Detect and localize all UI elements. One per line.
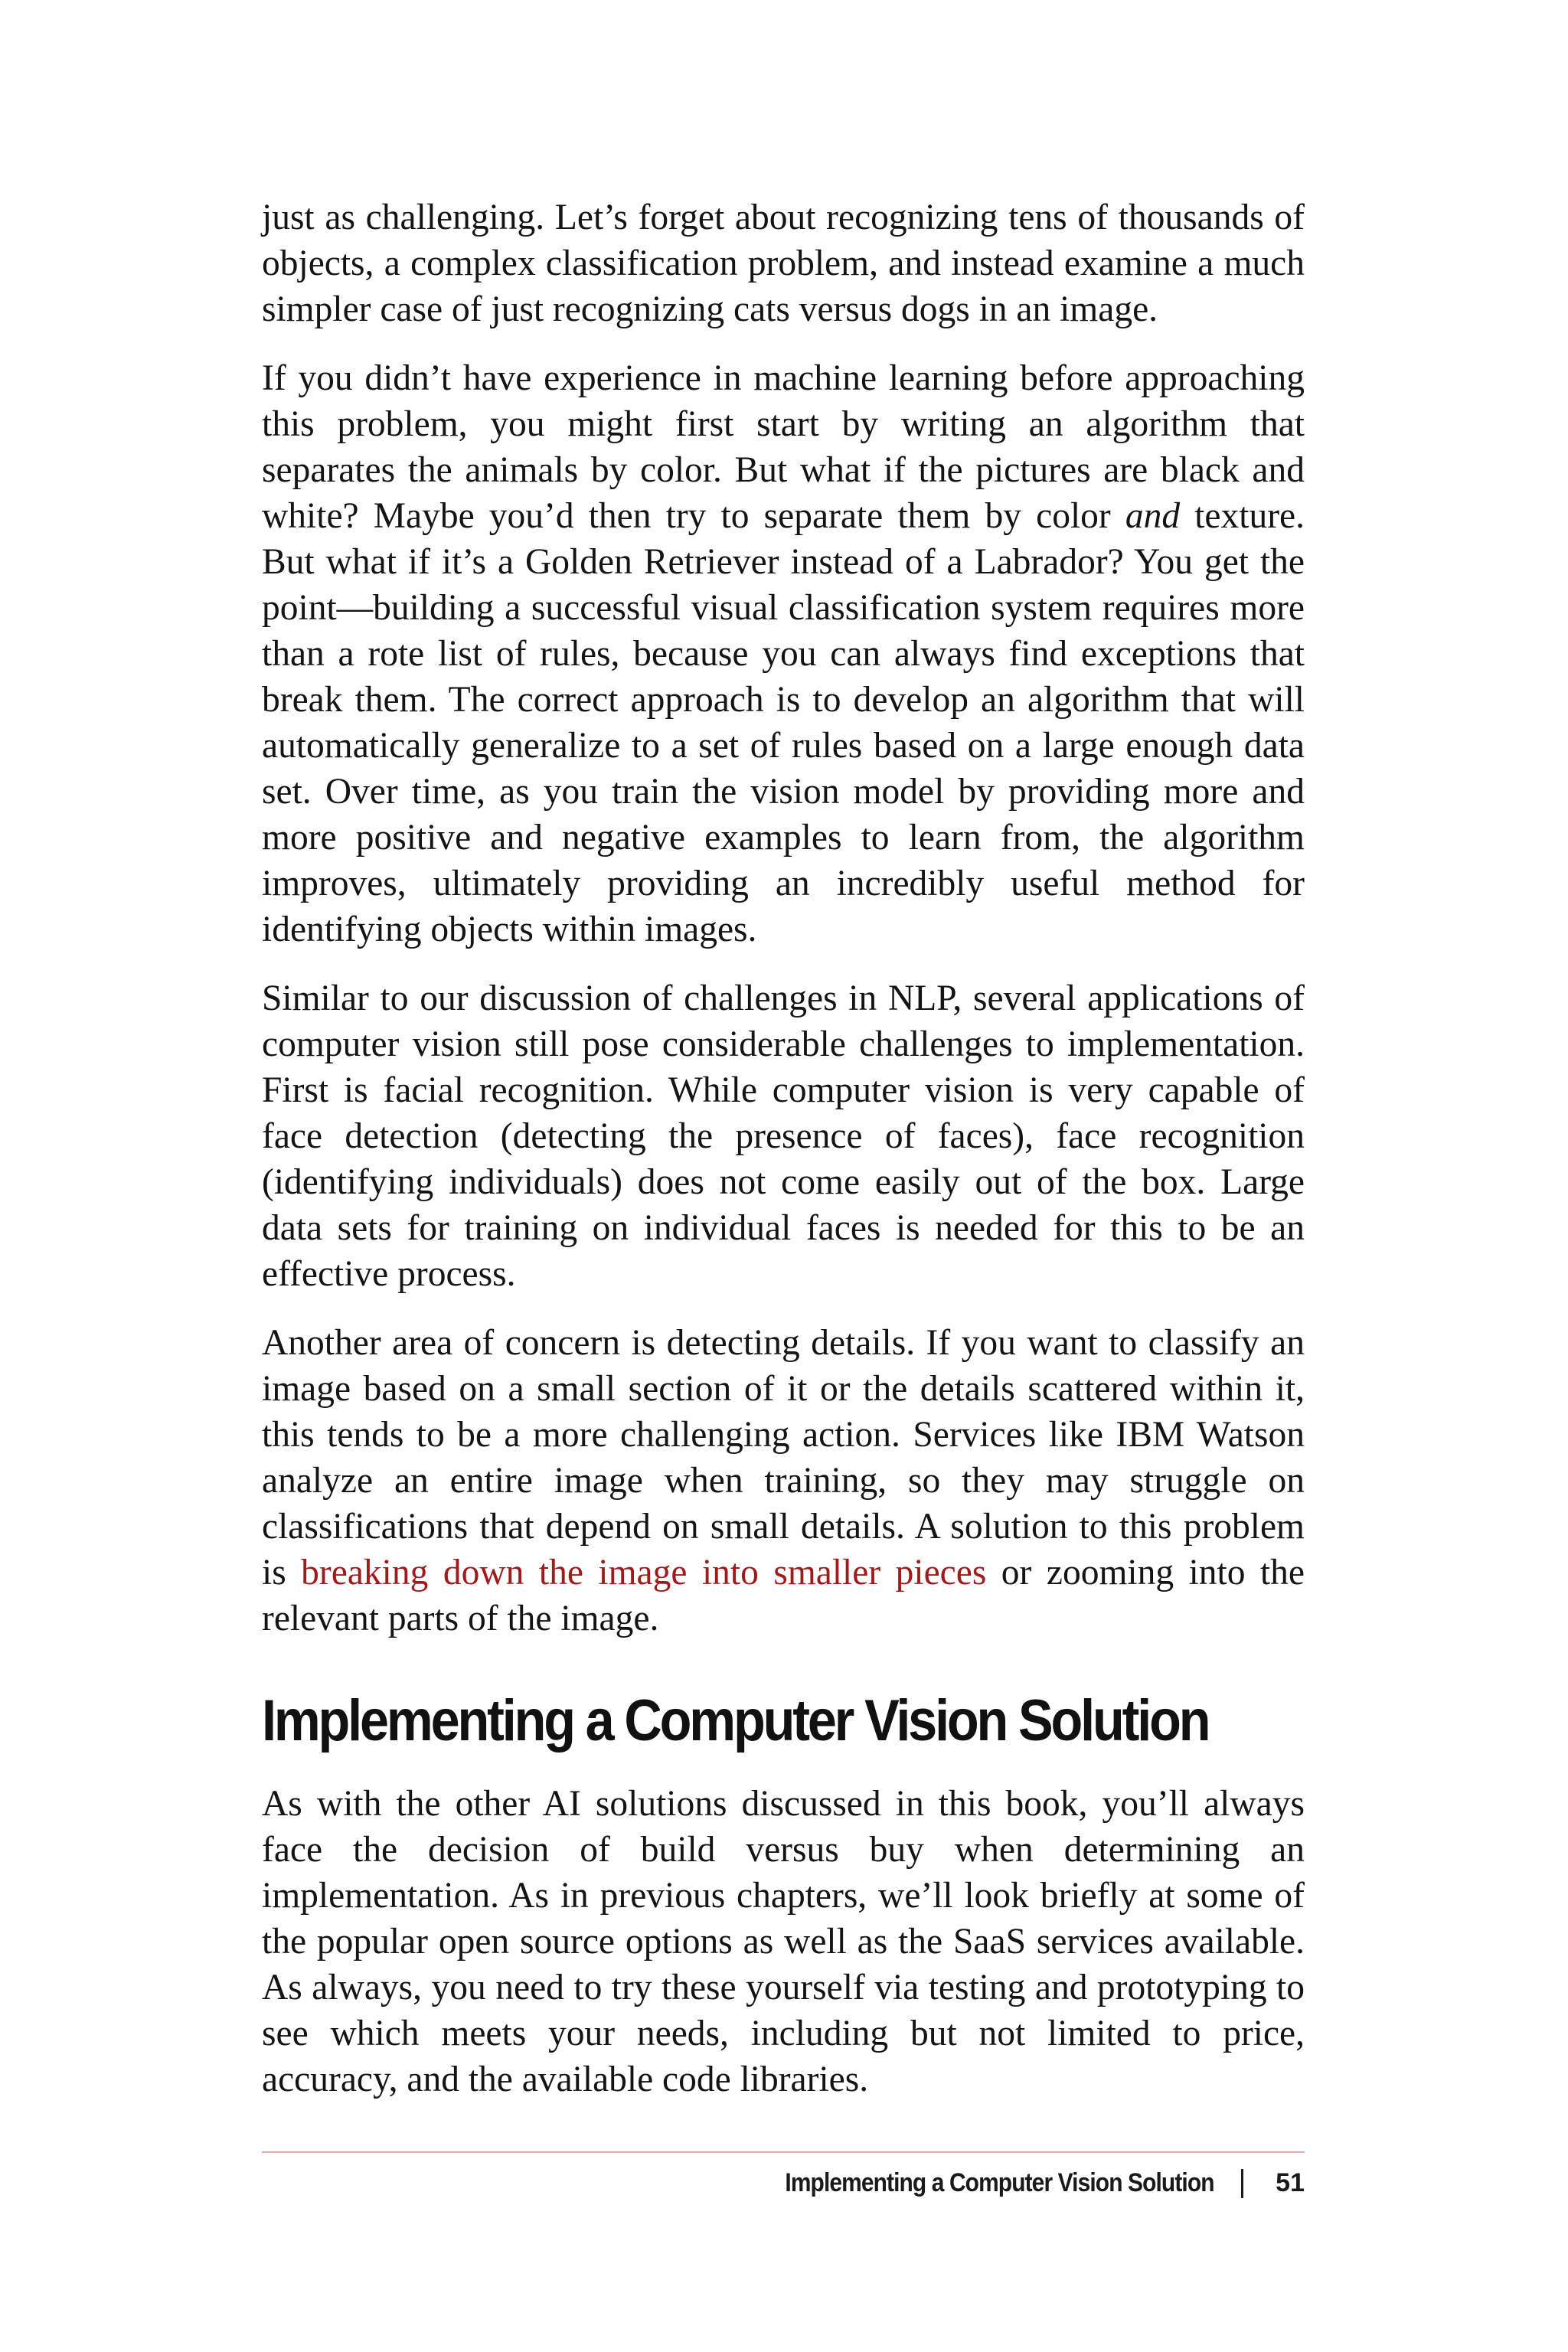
paragraph-facial-recognition [262, 975, 1305, 1297]
running-footer-title: Implementing a Computer Vision Solution [784, 2168, 1214, 2197]
paragraph-build-vs-buy [262, 1781, 1305, 2102]
paragraph-text: Another area of concern is detecting details. If you want to classify an image based on a small section of it or the details scattered within it, this tends to be a more challenging action. Services like IBM Watson analyze an entire image when training, so they may struggle on classifications that depend on small details. A solution to this problem is [262, 1323, 1305, 1592]
footer-divider [262, 2151, 1305, 2153]
paragraph-cats-vs-dogs [262, 194, 1305, 332]
section-heading: Implementing a Computer Vision Solution [262, 1688, 1209, 1753]
page-number: 51 [1276, 2168, 1305, 2197]
emphasis-and: and [1125, 496, 1181, 536]
paragraph-text: Similar to our discussion of challenges in NLP, several applications of computer vision still pose considerable challenges to implementation. First is facial recognition. While computer vision is very capable of face detection (detecting the presence of faces), face recognition (identifying individuals) does not come easily out of the box. Large data sets for training on individual faces is needed for this to be an effective process. [262, 978, 1305, 1294]
paragraph-text: As with the other AI solutions discussed in this book, you’ll always face the decision of build versus buy when determining an implementation. As in previous chapters, we’ll look briefly at some of the popular open source options as well as the SaaS services available. As always, you need to try these yourself via testing and prototyping to see which meets your needs, including but not limited to price, accuracy, and the available code libraries. [262, 1784, 1305, 2099]
paragraph-text: or zooming into the relevant parts of the image. [262, 1553, 1305, 1638]
footer-row [262, 2168, 1305, 2198]
paragraph-classification-rules [262, 355, 1305, 952]
footer-separator [1241, 2169, 1243, 2198]
page-content [262, 194, 1305, 2125]
paragraph-detecting-details [262, 1320, 1305, 1642]
paragraph-text: If you didn’t have experience in machine learning before approaching this problem, you might first start by writing an algorithm that separates the animals by color. But what if the pictures are black and white? Maybe you’d then try to separate them by color [262, 358, 1305, 536]
breaking-down-image-link[interactable]: breaking down the image into smaller pieces [301, 1553, 987, 1592]
paragraph-text: just as challenging. Let’s forget about recognizing tens of thousands of objects, a complex classification problem, and instead examine a much simpler case of just recognizing cats versus dogs in an image. [262, 198, 1305, 329]
page-footer [262, 2151, 1305, 2198]
paragraph-text: texture. But what if it’s a Golden Retriever instead of a Labrador? You get the point—building a successful visual classification system requires more than a rote list of rules, because you can always find exceptions that break them. The correct approach is to develop an algorithm that will automatically generalize to a set of rules based on a large enough data set. Over time, as you train the vision model by providing more and more positive and negative examples to learn from, the algorithm improves, ultimately providing an incredibly useful method for identifying objects within images. [262, 496, 1305, 949]
